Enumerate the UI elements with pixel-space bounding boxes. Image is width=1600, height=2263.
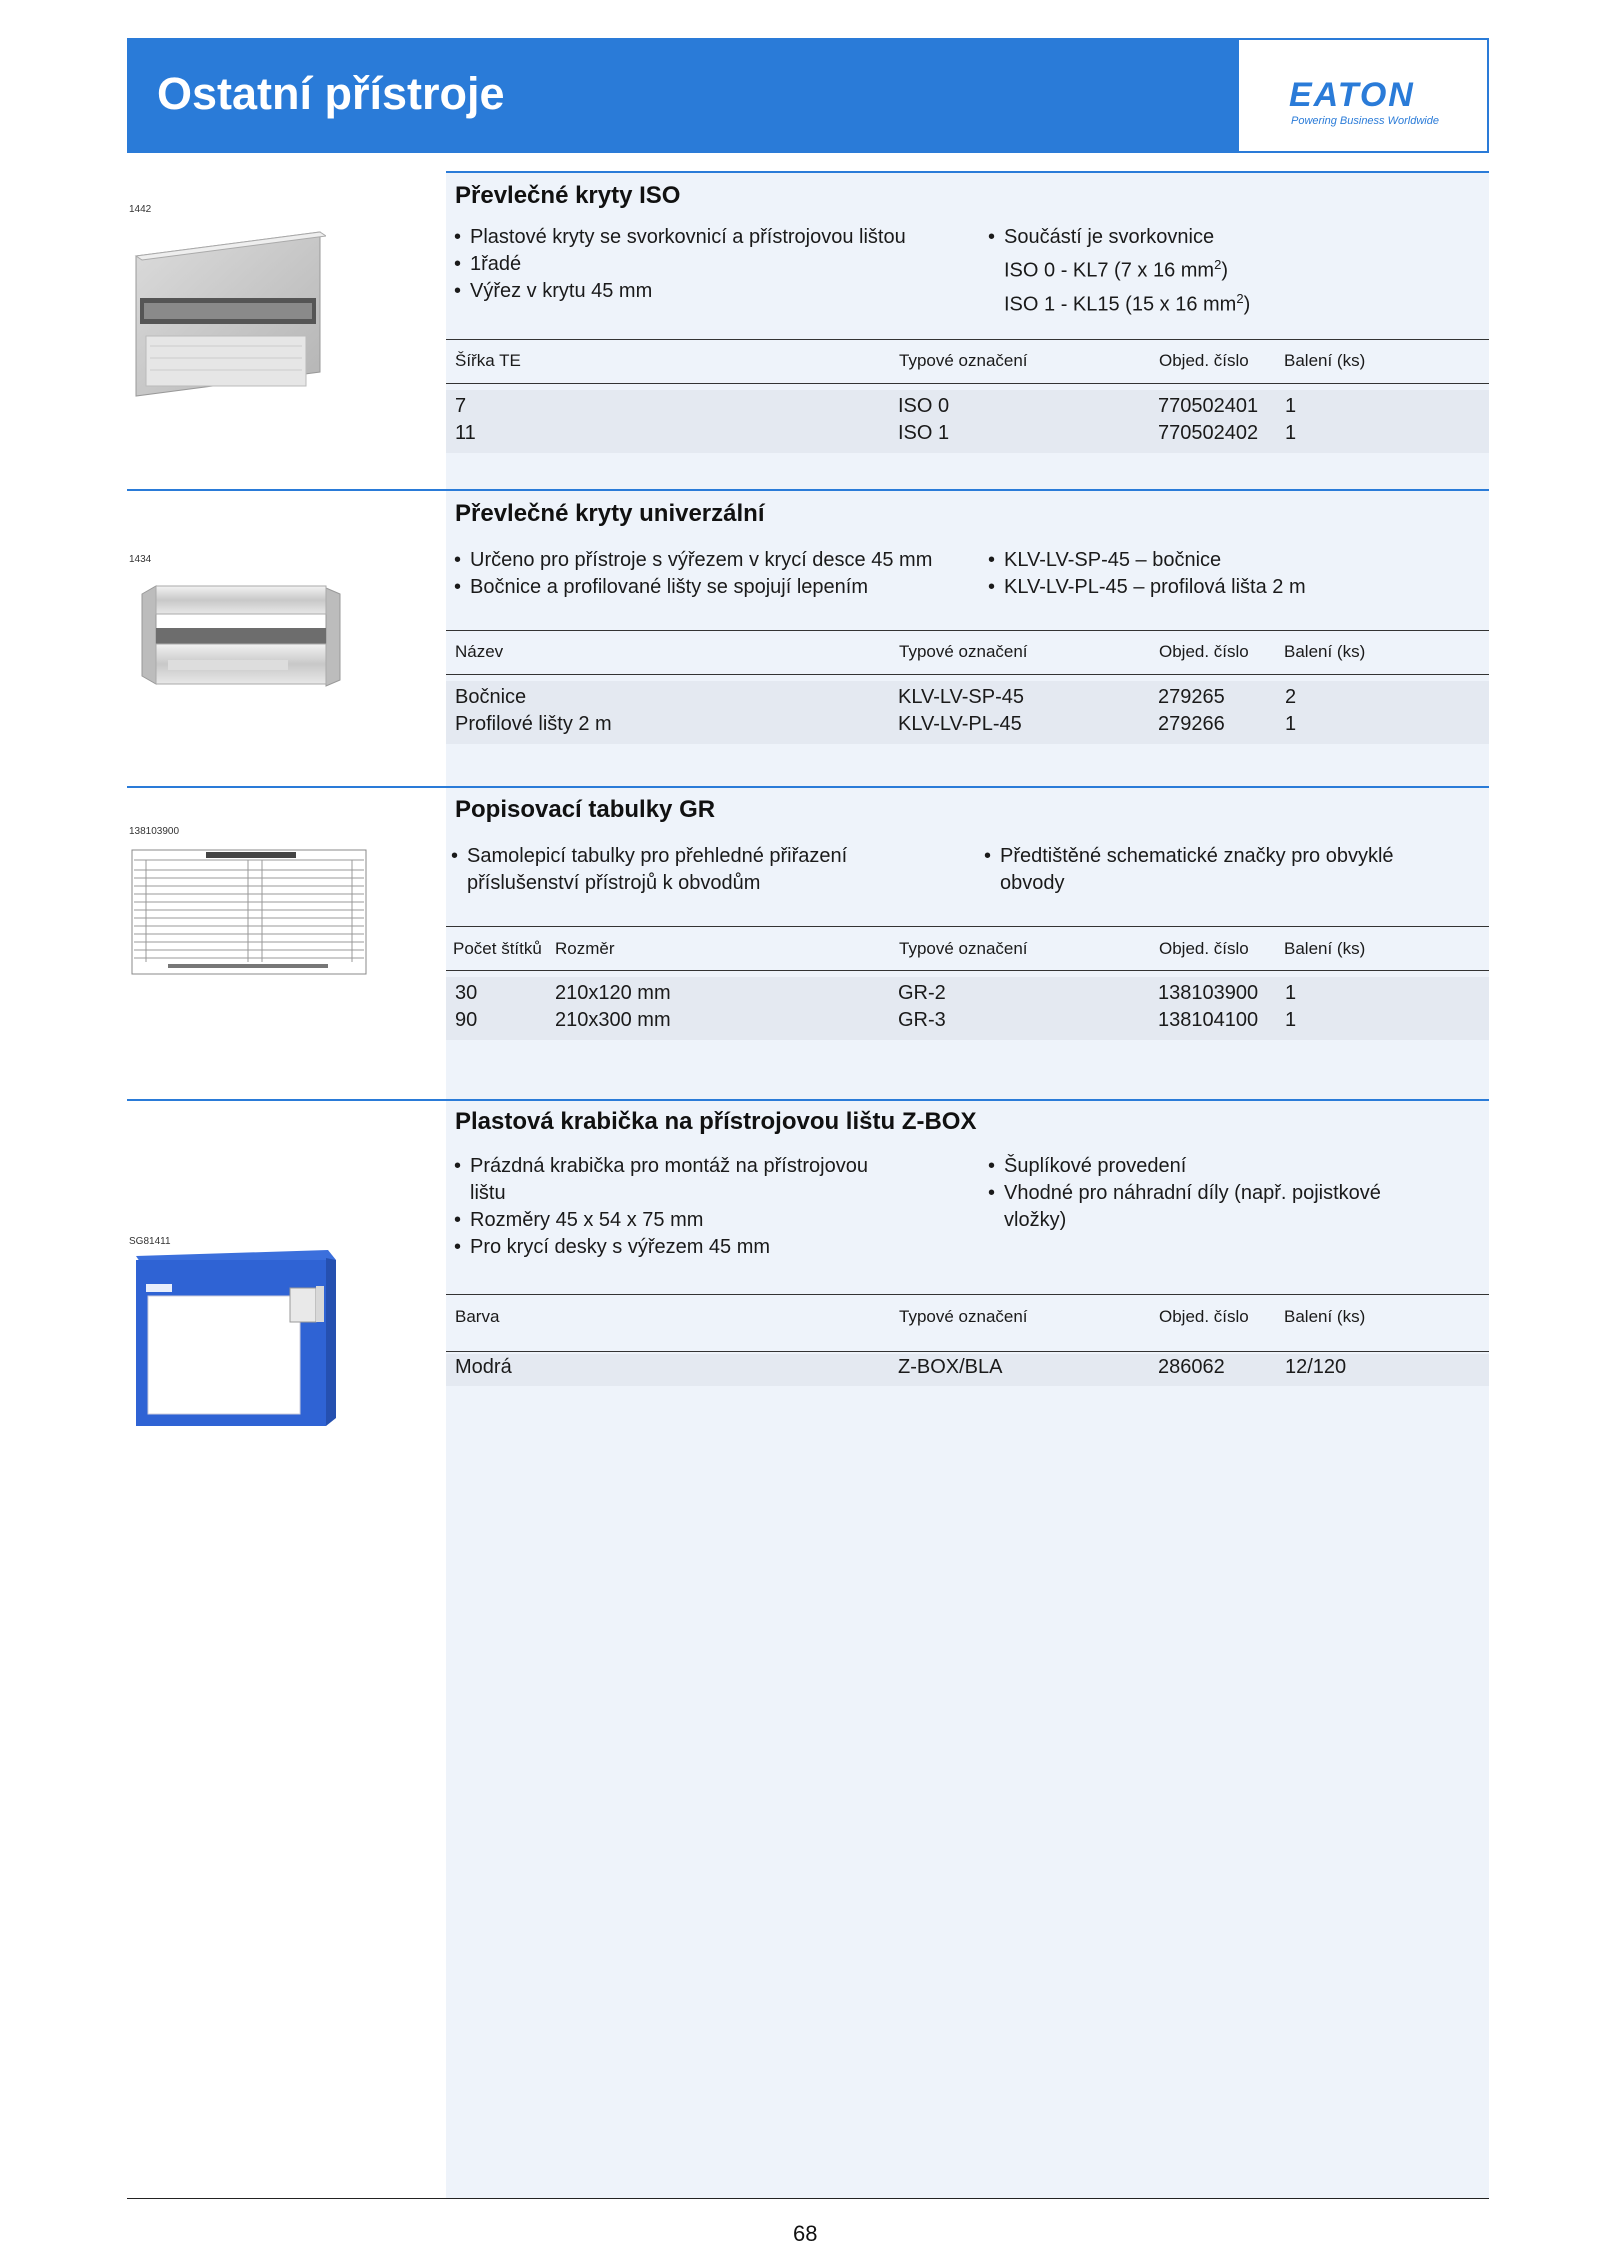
column-header: Balení (ks) <box>1284 939 1366 958</box>
table-cell: Bočnice <box>455 686 527 708</box>
bullet-list-left <box>454 224 906 305</box>
table-header-rule <box>446 674 1489 675</box>
bullet-item: • Výřez v krytu 45 mm <box>454 278 906 305</box>
bullet-continuation: obvody <box>1000 872 1065 894</box>
table-cell: 210x120 mm <box>555 982 671 1004</box>
table-cell: KLV-LV-SP-45 <box>898 686 1024 708</box>
universal-cover-photo <box>138 580 344 690</box>
bullet-continuation: ISO 0 - KL7 (7 x 16 $mm^2$) <box>1004 257 1228 282</box>
bullet-item: • Pro krycí desky s výřezem 45 mm <box>454 1234 868 1261</box>
table-top-rule <box>446 926 1489 927</box>
table-top-rule <box>446 630 1489 631</box>
table-cell: 90 <box>455 1009 478 1031</box>
table-cell: 2 <box>1285 686 1297 708</box>
column-header: Rozměr <box>555 939 615 958</box>
table-cell: 11 <box>455 422 476 444</box>
table-cell: 1 <box>1285 1009 1297 1031</box>
image-code: 1442 <box>129 204 152 215</box>
bullet-continuation: ISO 1 - KL15 (15 x 16 $mm^2$) <box>1004 290 1251 316</box>
column-header: Balení (ks) <box>1284 642 1366 661</box>
bullet-continuation: příslušenství přístrojů k obvodům <box>467 872 761 894</box>
eaton-logo <box>1239 40 1487 151</box>
bullet-item: • Prázdná krabička pro montáž na přístrojovou <box>454 1153 868 1180</box>
column-header: Název <box>455 642 504 661</box>
bullet-list-right <box>984 843 1394 897</box>
section-title: Převlečné kryty univerzální <box>455 500 765 527</box>
column-header: Objed. číslo <box>1159 1307 1249 1326</box>
table-cell: Z-BOX/BLA <box>898 1356 1003 1378</box>
table-cell: GR-2 <box>898 982 946 1004</box>
logo-text: EATON <box>1289 76 1415 114</box>
table-header-rule <box>446 1351 1489 1352</box>
bullet-item: • KLV-LV-SP-45 – bočnice <box>988 547 1306 574</box>
column-header: Balení (ks) <box>1284 1307 1366 1326</box>
bullet-item: • Vhodné pro náhradní díly (např. pojistkové <box>988 1180 1381 1207</box>
table-cell: 279266 <box>1158 713 1225 735</box>
bullet-item: • Součástí je svorkovnice <box>988 224 1250 251</box>
bullet-item: • Plastové kryty se svorkovnicí a přístrojovou lištou <box>454 224 906 251</box>
page-number: 68 <box>793 2221 818 2246</box>
label-sheet-photo <box>128 846 374 980</box>
bullet-continuation: lištu <box>470 1182 506 1204</box>
bullet-item: • Určeno pro přístroje s výřezem v krycí desce 45 mm <box>454 547 932 574</box>
table-cell: 1 <box>1285 713 1297 735</box>
table-cell: Profilové lišty 2 m <box>455 713 612 735</box>
column-header: Objed. číslo <box>1159 351 1249 370</box>
table-cell: ISO 0 <box>898 395 950 417</box>
table-body <box>446 390 1489 453</box>
column-header: Typové označení <box>899 939 1028 958</box>
table-cell: 770502401 <box>1158 395 1259 417</box>
bullet-item: • Samolepicí tabulky pro přehledné přiřazení <box>451 843 847 870</box>
page-header <box>127 38 1489 153</box>
table-cell: ISO 1 <box>898 422 950 444</box>
table-cell: 210x300 mm <box>555 1009 671 1031</box>
footer-rule <box>127 2198 1489 2199</box>
bullet-item: • Rozměry 45 x 54 x 75 mm <box>454 1207 868 1234</box>
zbox-photo <box>130 1246 342 1430</box>
column-header: Typové označení <box>899 1307 1028 1326</box>
iso-cover-photo <box>130 226 326 398</box>
image-code: 1434 <box>129 554 152 565</box>
table-top-rule <box>446 1294 1489 1295</box>
bullet-list-right <box>988 224 1250 318</box>
column-header: Počet štítků <box>453 939 542 958</box>
bullet-list-left <box>454 547 932 601</box>
column-header: Objed. číslo <box>1159 939 1249 958</box>
table-cell: 286062 <box>1158 1356 1225 1378</box>
page-title: Ostatní přístroje <box>157 68 505 119</box>
table-cell: Modrá <box>455 1356 512 1378</box>
bullet-list-right <box>988 1153 1381 1234</box>
image-code: SG81411 <box>129 1236 171 1247</box>
image-code: 138103900 <box>129 826 180 837</box>
section-title: Plastová krabička na přístrojovou lištu Z-BOX <box>455 1108 977 1135</box>
table-cell: 1 <box>1285 395 1297 417</box>
table-cell: 1 <box>1285 982 1297 1004</box>
table-cell: 138104100 <box>1158 1009 1259 1031</box>
bullet-item: • KLV-LV-PL-45 – profilová lišta 2 m <box>988 574 1306 601</box>
table-header-rule <box>446 970 1489 971</box>
logo-tagline: Powering Business Worldwide <box>1291 115 1439 127</box>
bullet-item: • Šuplíkové provedení <box>988 1153 1381 1180</box>
bullet-list-left <box>454 1153 868 1261</box>
column-header: Objed. číslo <box>1159 642 1249 661</box>
table-cell: 7 <box>455 395 467 417</box>
table-top-rule <box>446 339 1489 340</box>
table-cell: 770502402 <box>1158 422 1259 444</box>
table-header-rule <box>446 383 1489 384</box>
column-header: Balení (ks) <box>1284 351 1366 370</box>
table-cell: GR-3 <box>898 1009 946 1031</box>
bullet-list-left <box>451 843 847 897</box>
bullet-list-right <box>988 547 1306 601</box>
column-header: Šířka TE <box>455 351 521 370</box>
column-header: Typové označení <box>899 351 1028 370</box>
bullet-item: • 1řadé <box>454 251 906 278</box>
bullet-item: • Předtištěné schematické značky pro obvyklé <box>984 843 1394 870</box>
table-cell: 1 <box>1285 422 1297 444</box>
table-cell: 138103900 <box>1158 982 1259 1004</box>
section-divider <box>446 171 1489 173</box>
section-zbox-background <box>446 1101 1489 2198</box>
table-cell: 30 <box>455 982 478 1004</box>
table-cell: 12/120 <box>1285 1356 1347 1378</box>
bullet-item: • Bočnice a profilované lišty se spojují lepením <box>454 574 932 601</box>
section-title: Popisovací tabulky GR <box>455 796 716 823</box>
table-cell: 279265 <box>1158 686 1225 708</box>
table-cell: KLV-LV-PL-45 <box>898 713 1022 735</box>
section-title: Převlečné kryty ISO <box>455 182 681 209</box>
column-header: Barva <box>455 1307 500 1326</box>
column-header: Typové označení <box>899 642 1028 661</box>
bullet-continuation: vložky) <box>1004 1209 1067 1231</box>
